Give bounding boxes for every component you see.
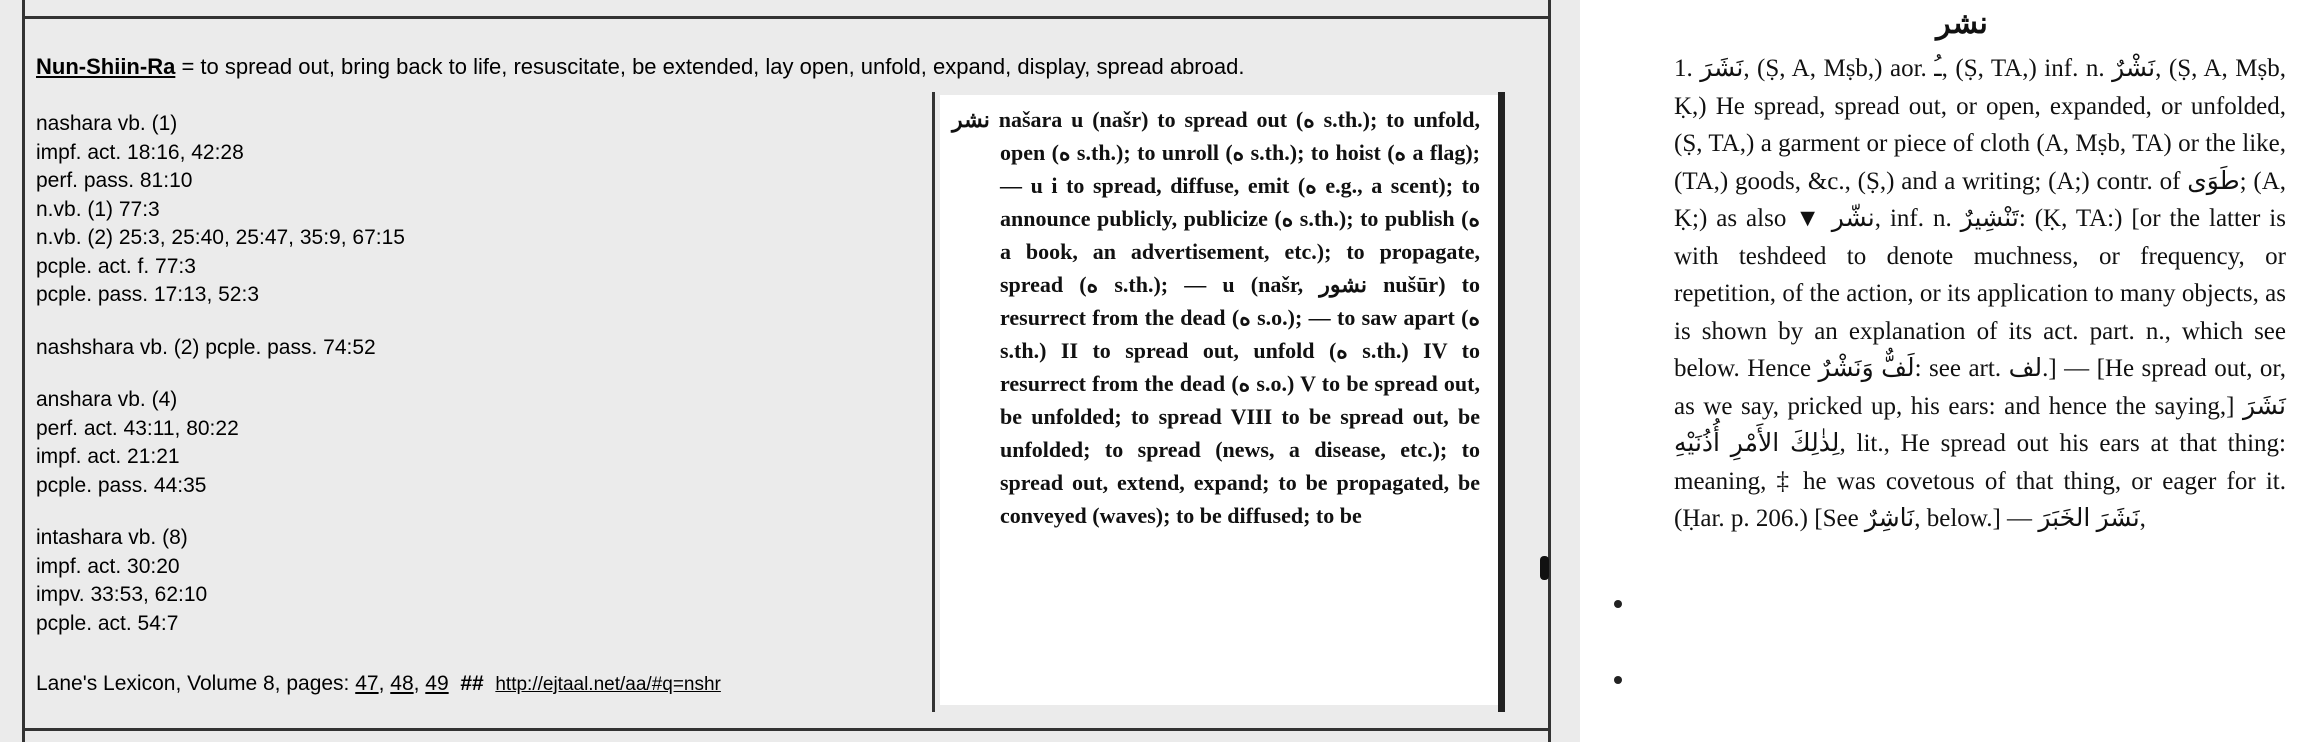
lane-lexicon-reference (36, 672, 721, 696)
verb-form-line: intashara vb. (8) (36, 526, 188, 549)
dict-box-right-border (1498, 92, 1505, 712)
lane-label: Lane's Lexicon, Volume 8, pages: (36, 672, 356, 695)
lexicon-paragraph: 1. نَشَرَ, (Ṣ, A, Mṣb,) aor. ـُ, (Ṣ, TA,) inf. n. نَشْرٌ, (Ṣ, A, Mṣb, Ḳ,) He spread, spread out, or open, expanded, or unfolded, (Ṣ, TA,) a garment or piece of cloth (A, Mṣb, TA) or the like, (TA,) goods, &c., (Ṣ,) and a writing; (A;) contr. of طَوَى; (A, Ḳ;) as also ▼ نشّر, inf. n. تَنْشِيرٌ: (Ḳ, TA:) [or the latter is with teshdeed to denote muchness, or frequency, or repetition, of the action, or its application to many objects, as is shown by an explanation of its act. part. n., which see below. Hence لَفٌّ وَنَشْرٌ: see art. لف.] — [He spread out, or, as we say, pricked up, his ears: and hence the saying,] نَشَرَ لِذٰلِكَ الأَمْرِ أُذُنَيْهِ, lit., He spread out his ears at that thing: meaning, ‡ he was covetous of that thing, or eager for it. (Ḥar. p. 206.) [See نَاشِرٌ, below.] — نَشَرَ الخَبَرَ, (1674, 55, 2287, 532)
separator: , (378, 672, 391, 695)
lane-page-link[interactable]: 48 (390, 672, 414, 695)
dict-box-left-border (932, 92, 935, 712)
verb-form-line: pcple. pass. 44:35 (36, 473, 207, 497)
verb-forms-list (36, 110, 926, 662)
verb-form-group (36, 386, 926, 500)
ejtaal-url-link[interactable]: http://ejtaal.net/aa/#q=nshr (495, 674, 721, 695)
hans-wehr-paragraph: نشر našara u (našr) to spread out (ه s.th.); to unfold, open (ه s.th.); to unroll (ه s.th.); to hoist (ه a flag); — u i to spread, diffuse, emit (ه e.g., a scent); to announce publicly, publicize (ه s.th.); to publish (ه a book, an advertisement, etc.); to propagate, spread (ه s.th.); — u (našr, نشور nušūr) to resurrect from the dead (ه s.o.); — to saw apart (ه s.th.) II to spread out, unfold (ه s.th.) IV to resurrect from the dead (ه s.o.) V to be spread out, be unfolded; to spread VIII to be spread out, be unfolded; to spread (news, a disease, etc.); to spread out, extend, expand; to be propagated, be conveyed (waves); to be diffused; to be (952, 107, 1480, 528)
verb-form-line: impf. act. 30:20 (36, 554, 180, 578)
bottom-border (22, 728, 1548, 731)
lexicon-root-heading: نشر (1936, 7, 1988, 40)
root-definition (36, 54, 1244, 80)
hans-wehr-entry-text (952, 103, 1480, 532)
verb-form-line: impf. act. 18:16, 42:28 (36, 140, 244, 164)
verb-form-line: pcple. act. 54:7 (36, 611, 179, 635)
hans-wehr-entry-box (940, 95, 1498, 705)
root-name[interactable]: Nun-Shiin-Ra (36, 54, 176, 79)
verb-form-line: impv. 33:53, 62:10 (36, 583, 208, 606)
verb-form-group (36, 334, 926, 363)
verb-form-line: perf. pass. 81:10 (36, 169, 193, 192)
verb-form-line: anshara vb. (4) (36, 388, 178, 411)
verb-form-group (36, 524, 926, 638)
lane-lexicon-page-image (1620, 0, 2304, 742)
verb-form-line: impf. act. 21:21 (36, 445, 180, 468)
lexicon-entry-text (1674, 50, 2286, 538)
verb-form-line: n.vb. (1) 77:3 (36, 197, 160, 221)
verb-form-line: nashshara vb. (2) pcple. pass. 74:52 (36, 335, 376, 359)
verb-form-line: nashara vb. (1) (36, 112, 178, 135)
verb-form-line: n.vb. (2) 25:3, 25:40, 25:47, 35:9, 67:15 (36, 226, 405, 249)
lane-page-link[interactable]: 47 (355, 672, 379, 695)
scrollbar-thumb[interactable] (1540, 556, 1549, 580)
root-meaning: = to spread out, bring back to life, resuscitate, be extended, lay open, unfold, expand, display, spread abroad. (175, 54, 1245, 79)
top-border (22, 16, 1548, 19)
verb-form-line: perf. act. 43:11, 80:22 (36, 416, 239, 440)
separator: , (413, 672, 426, 695)
left-border (22, 0, 25, 742)
margin-bullet (1614, 600, 1622, 608)
hash-separator: ## (448, 672, 496, 695)
verb-form-line: pcple. act. f. 77:3 (36, 254, 196, 278)
verb-form-group (36, 110, 926, 310)
lane-page-link[interactable]: 49 (425, 672, 449, 695)
verb-form-line: pcple. pass. 17:13, 52:3 (36, 283, 259, 306)
right-border (1548, 0, 1551, 742)
margin-bullet (1614, 676, 1622, 684)
